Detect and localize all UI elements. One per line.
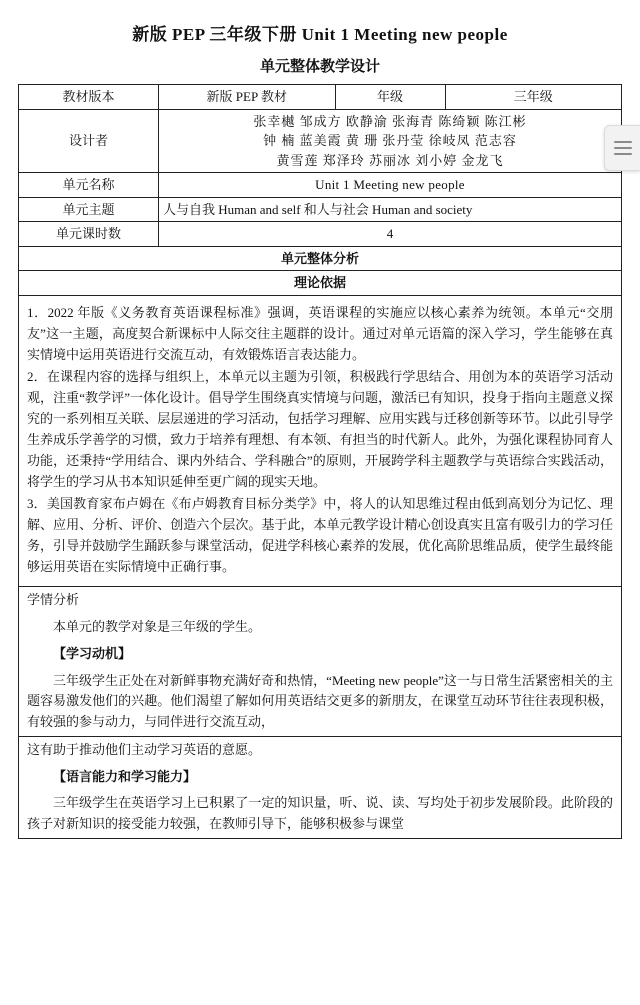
- cell-unit-theme-label: 单元主题: [19, 197, 159, 222]
- designer-line: 钟 楠 蓝美霞 黄 珊 张丹莹 徐岐凤 范志容: [263, 133, 517, 148]
- section-overall-analysis: 单元整体分析: [19, 246, 622, 271]
- menu-bar-1: [614, 141, 632, 143]
- theory-paragraph-3: 3．美国教育家布卢姆在《布卢姆教育目标分类学》中，将人的认知思维过程由低到高划分为记忆、理解、应用、分析、评价、创造六个层次。基于此，本单元教学设计精心创设真实且富有吸引力的学习任务，引导并鼓励学生踊跃参与课堂活动，促进学科核心素养的发展，优化高阶思维品质，使学生最终能够运用英语在实际情境中正确行事。: [27, 495, 613, 575]
- motivation-text: 三年级学生正处在对新鲜事物充满好奇和热情，“Meeting new people”这一与日常生活紧密相关的主题容易激发他们的兴趣。他们渴望了解如何用英语结交更多的新朋友，在课堂互动环节往往表现积极，有较强的参与动力，与同伴进行交流互动，: [27, 672, 613, 730]
- table-row: [19, 109, 622, 173]
- ability-heading: 【语言能力和学习能力】: [53, 768, 197, 784]
- cell-designer-value: [159, 109, 622, 173]
- table-row: [19, 85, 622, 110]
- hamburger-menu-icon[interactable]: [604, 125, 640, 171]
- table-row: [19, 222, 622, 247]
- cell-textbook-version-value: 新版 PEP 教材: [159, 85, 336, 110]
- situation-analysis-title: 学情分析: [27, 592, 80, 608]
- situation-analysis-block: [18, 587, 622, 737]
- cell-unit-periods-label: 单元课时数: [19, 222, 159, 247]
- designer-line: 黄雪莲 郑泽玲 苏丽冰 刘小婷 金龙飞: [276, 152, 504, 168]
- table-row: [19, 246, 622, 271]
- cell-unit-theme-value: 人与自我 Human and self 和人与社会 Human and society: [159, 197, 622, 222]
- cell-textbook-version-label: 教材版本: [19, 85, 159, 110]
- page-title: 新版 PEP 三年级下册 Unit 1 Meeting new people: [132, 25, 508, 44]
- ability-text: 三年级学生在英语学习上已积累了一定的知识量，听、说、读、写均处于初步发展阶段。此阶段的孩子对新知识的接受能力较强，在教师引导下，能够积极参与课堂: [27, 795, 613, 832]
- table-row: [19, 271, 622, 296]
- menu-bar-2: [614, 147, 632, 149]
- situation-analysis-continued: [18, 737, 622, 839]
- cell-grade-label: 年级: [335, 85, 445, 110]
- cell-unit-periods-value: 4: [159, 222, 622, 247]
- table-row: [19, 173, 622, 198]
- cell-unit-name-label: 单元名称: [19, 173, 159, 198]
- cell-designer-label: 设计者: [19, 109, 159, 173]
- cell-grade-value: 三年级: [445, 85, 622, 110]
- menu-bar-3: [614, 153, 632, 155]
- motivation-text-tail: 这有助于推动他们主动学习英语的意愿。: [27, 741, 262, 757]
- page-subtitle: 单元整体教学设计: [259, 59, 380, 75]
- designer-line: 张幸樾 邹成方 欧静渝 张海青 陈绮颖 陈江彬: [253, 113, 527, 129]
- cell-unit-name-value: Unit 1 Meeting new people: [159, 173, 622, 198]
- table-row: [19, 197, 622, 222]
- unit-info-table: [18, 84, 622, 296]
- theory-basis-body: [18, 296, 622, 588]
- motivation-heading: 【学习动机】: [53, 645, 132, 661]
- section-theory-basis: 理论依据: [19, 271, 622, 296]
- situation-analysis-lead: 本单元的教学对象是三年级的学生。: [53, 618, 262, 634]
- theory-paragraph-2: 2．在课程内容的选择与组织上，本单元以主题为引领，积极践行学思结合、用创为本的英语学习活动观，注重“教学评”一体化设计。倡导学生围绕真实情境与问题，激活已有知识，投身于指向主题意义探究的一系列相互关联、层层递进的学习活动，包括学习理解、应用实践与迁移创新等环节。以此引导学生养成乐学善学的习惯，致力于培养有理想、有本领、有担当的时代新人。此外，为强化课程协同育人功能，还秉持“学用结合、课内外结合、学科融合”的原则，开展跨学科主题教学与英语综合实践活动，将学生的学习从书本知识延伸至更广阔的现实天地。: [27, 368, 613, 489]
- theory-paragraph-1: 1．2022 年版《义务教育英语课程标准》强调，英语课程的实施应以核心素养为统领。本单元“交朋友”这一主题，高度契合新课标中人际交往主题群的设计。通过对单元语篇的深入学习，学生能够在真实情境中运用英语进行交流互动，有效锻炼语言表达能力。: [27, 304, 613, 362]
